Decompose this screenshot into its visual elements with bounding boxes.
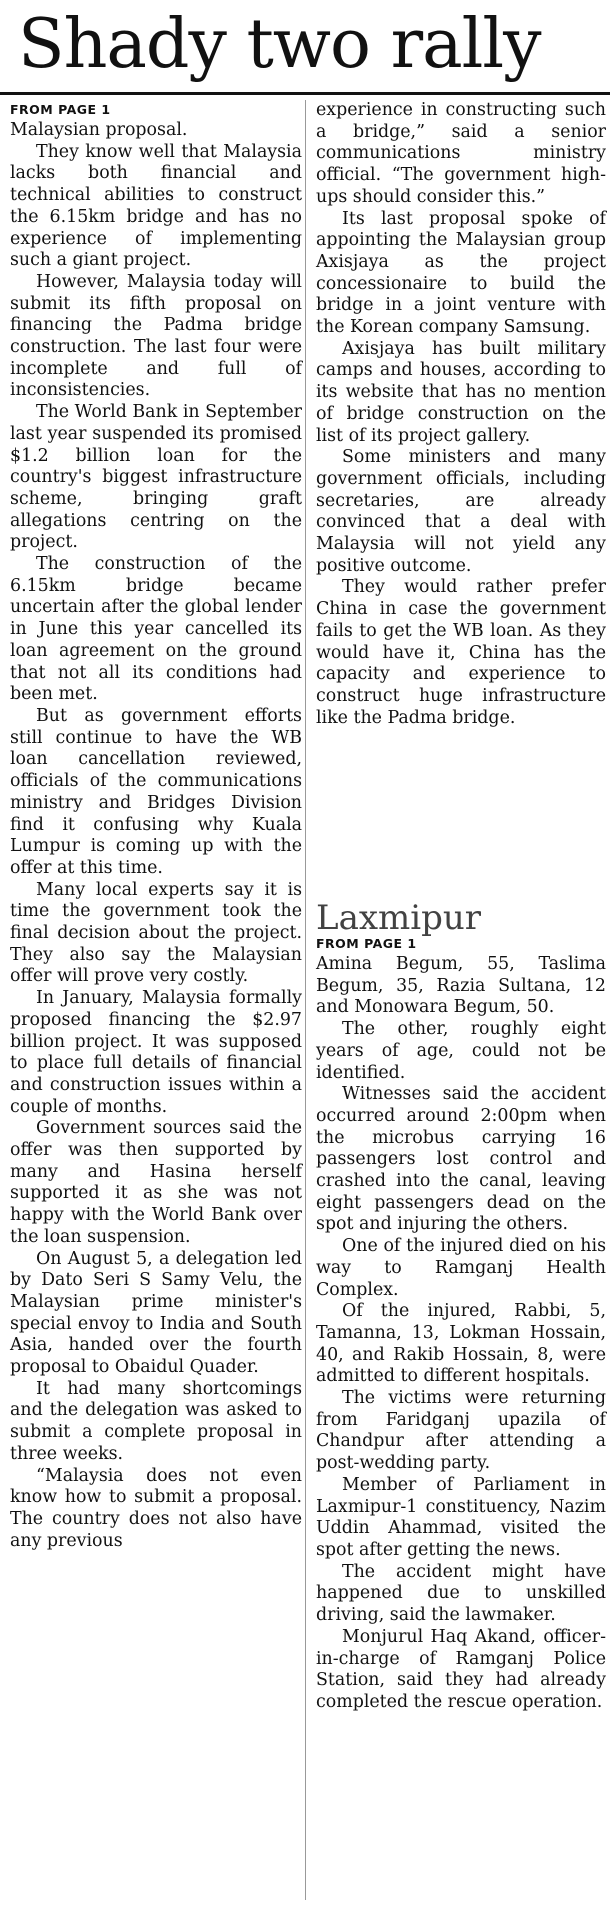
article-paragraph: One of the injured died on his way to Ramganj Health Complex. xyxy=(316,1236,606,1300)
article-paragraph: Member of Parliament in Laxmipur-1 constituency, Nazim Uddin Ahammad, visited the spot after getting the news. xyxy=(316,1474,606,1560)
article-paragraph: The other, roughly eight years of age, could not be identified. xyxy=(316,1019,606,1083)
article-paragraph: But as government efforts still continue to have the WB loan cancellation reviewed, officials of the communications ministry and Bridges Division find it confusing why Kuala Lumpur is coming up with the offer at this time. xyxy=(10,705,302,878)
article-paragraph: The accident might have happened due to unskilled driving, said the lawmaker. xyxy=(316,1561,606,1626)
right-column xyxy=(316,100,606,729)
article-paragraph: experience in constructing such a bridge,” said a senior communications ministry official. “The government high-ups should consider this.” xyxy=(316,100,606,207)
article-paragraph: Some ministers and many government officials, including secretaries, are already convinced that a deal with Malaysia will not yield any positive outcome. xyxy=(316,447,606,576)
second-story-headline: Laxmipur xyxy=(316,898,482,938)
page-headline: Shady two rally xyxy=(18,5,541,84)
article-paragraph: In January, Malaysia formally proposed financing the $2.97 billion project. It was supposed to place full details of financial and construction issues within a couple of months. xyxy=(10,988,302,1117)
article-paragraph: They know well that Malaysia lacks both financial and technical abilities to construct the 6.15km bridge and has no experience of implementing such a giant project. xyxy=(10,141,302,271)
article-paragraph: Government sources said the offer was then supported by many and Hasina herself supported it as she was not happy with the World Bank over the loan suspension. xyxy=(10,1118,302,1247)
article-paragraph: Many local experts say it is time the government took the final decision about the project. They also say the Malaysian offer will prove very costly. xyxy=(10,879,302,987)
article-paragraph: The victims were returning from Faridganj upazila of Chandpur after attending a post-wedding party. xyxy=(316,1388,606,1474)
article-paragraph: “Malaysia does not even know how to submit a proposal. The country does not also have any previous xyxy=(10,1465,302,1551)
article-paragraph: The construction of the 6.15km bridge became uncertain after the global lender in June this year cancelled its loan agreement on the ground that not all its conditions had been met. xyxy=(10,554,302,705)
article-paragraph: Of the injured, Rabbi, 5, Tamanna, 13, Lokman Hossain, 40, and Rakib Hossain, 8, were admitted to different hospitals. xyxy=(316,1301,606,1387)
article-paragraph: Malaysian proposal. xyxy=(10,120,188,140)
article-paragraph: Axisjaya has built military camps and houses, according to its website that has no mention of bridge construction on the list of its project gallery. xyxy=(316,338,606,446)
headline-rule xyxy=(0,92,610,95)
article-paragraph: They would rather prefer China in case the government fails to get the WB loan. As they would have it, China has the capacity and experience to construct huge infrastructure like the Padma bridge. xyxy=(316,577,606,728)
article-paragraph: Witnesses said the accident occurred around 2:00pm when the microbus carrying 16 passengers lost control and crashed into the canal, leaving eight passengers dead on the spot and injuring the others. xyxy=(316,1084,606,1235)
article-paragraph: On August 5, a delegation led by Dato Seri S Samy Velu, the Malaysian prime minister's special envoy to India and South Asia, handed over the fourth proposal to Obaidul Quader. xyxy=(10,1248,302,1378)
article-paragraph: Monjurul Haq Akand, officer-in-charge of Ramganj Police Station, said they had already completed the rescue operation. xyxy=(316,1626,606,1712)
article-paragraph: It had many shortcomings and the delegation was asked to submit a complete proposal in three weeks. xyxy=(10,1378,302,1464)
article-paragraph: Its last proposal spoke of appointing the Malaysian group Axisjaya as the project concessionaire to build the bridge in a joint venture with the Korean company Samsung. xyxy=(316,208,606,338)
column-divider xyxy=(305,100,306,1900)
second-story-body xyxy=(316,928,606,1714)
article-paragraph: The World Bank in September last year suspended its promised $1.2 billion loan for the country's biggest infrastructure scheme, bringing graft allegations centring on the project. xyxy=(10,402,302,553)
article-paragraph: However, Malaysia today will submit its fifth proposal on financing the Padma bridge construction. The last four were incomplete and full of inconsistencies. xyxy=(10,271,302,401)
left-column xyxy=(10,100,302,1552)
continuation-kicker: FROM PAGE 1 xyxy=(316,936,417,951)
continuation-kicker: FROM PAGE 1 xyxy=(10,102,111,117)
article-paragraph: Amina Begum, 55, Taslima Begum, 35, Razia Sultana, 12 and Monowara Begum, 50. xyxy=(316,954,606,1018)
